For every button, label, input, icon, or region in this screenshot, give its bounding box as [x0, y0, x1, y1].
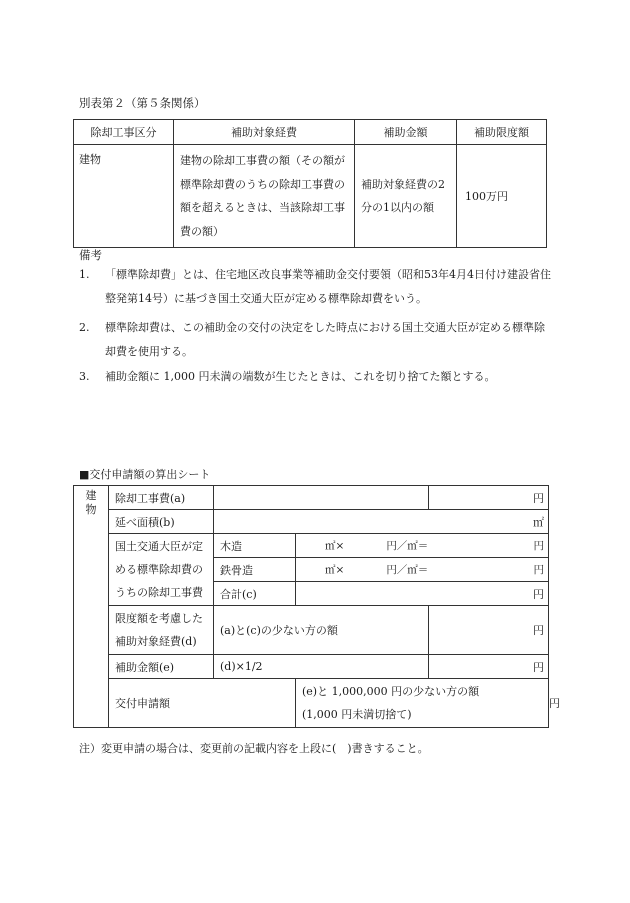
note-item [79, 316, 555, 364]
standard-cost-label: 国土交通大臣が定める標準除却費のうちの除却工事費 [109, 534, 214, 606]
subsidy-label: 補助金額(e) [109, 655, 214, 679]
total-input[interactable]: 円 [296, 582, 549, 606]
limited-cost-input[interactable]: 円 [429, 606, 549, 655]
building-label: 建物 [74, 486, 109, 728]
yen-unit: 円 [429, 486, 549, 510]
note-text: 「標準除却費」とは、住宅地区改良事業等補助金交付要領（昭和53年4月4日付け建設省住整発第14号）に基づき国土交通大臣が定める標準除却費をいう。 [105, 268, 551, 305]
total-label: 合計(c) [214, 582, 296, 606]
note-number: 1. [79, 268, 90, 281]
note-number: 3. [79, 370, 90, 383]
note-item [79, 365, 555, 389]
steel-label: 鉄骨造 [214, 558, 296, 582]
subsidy-input[interactable]: 円 [429, 655, 549, 679]
footnote: 注）変更申請の場合は、変更前の記載内容を上段に( )書きすること。 [79, 742, 429, 755]
application-label: 交付申請額 [109, 679, 296, 728]
limited-cost-label: 限度額を考慮した補助対象経費(d) [109, 606, 214, 655]
note-text: 補助金額に 1,000 円未満の端数が生じたときは、これを切り捨てた額とする。 [105, 370, 496, 383]
cell-subsidy-amount: 補助対象経費の2分の1以内の額 [355, 145, 457, 248]
half-formula: (d)×1/2 [214, 655, 429, 679]
header-eligible-cost: 補助対象経費 [174, 120, 355, 145]
steel-calc[interactable]: ㎡× 円／㎡＝ 円 [296, 558, 549, 582]
subsidy-table [73, 119, 547, 248]
header-subsidy-limit: 補助限度額 [457, 120, 547, 145]
cell-eligible-cost: 建物の除却工事費の額（その額が標準除却費のうちの除却工事費の額を超えるときは、当該除却工事費の額） [174, 145, 355, 248]
note-text: 標準除却費は、この補助金の交付の決定をした時点における国土交通大臣が定める標準除却費を使用する。 [105, 321, 545, 358]
cell-category: 建物 [74, 145, 174, 248]
header-subsidy-amount: 補助金額 [355, 120, 457, 145]
sheet-title: ■交付申請額の算出シート [79, 468, 211, 481]
floor-area-label: 延べ面積(b) [109, 510, 214, 534]
wood-label: 木造 [214, 534, 296, 558]
wood-calc[interactable]: ㎡× 円／㎡＝ 円 [296, 534, 549, 558]
note-item [79, 263, 555, 311]
demolition-cost-label: 除却工事費(a) [109, 486, 214, 510]
remarks-title: 備考 [79, 248, 102, 262]
note-number: 2. [79, 321, 90, 334]
header-work-category: 除却工事区分 [74, 120, 174, 145]
appendix-title: 別表第２（第５条関係） [79, 96, 206, 110]
floor-area-input[interactable]: ㎡ [214, 510, 549, 534]
calculation-sheet: 建物 除却工事費(a) 円 延べ面積(b) ㎡ 国土交通大臣が定める標準除却費のうちの除却工事費 木造 ㎡× 円／㎡＝ 円 鉄骨造 ㎡× 円／㎡＝ 円 合計(c) 円 限度額を考慮した補助対象経費(d) (a)と(c)の少ない方の額 円 補助金額(e) (d)×1/2 円 交付申請額 (e)と 1,000,000 円の少ない方の額 (1,000 円未満切捨て) 円 [73, 485, 549, 728]
demolition-cost-input[interactable] [214, 486, 429, 510]
application-formula: (e)と 1,000,000 円の少ない方の額 (1,000 円未満切捨て) [296, 679, 549, 728]
lesser-of-ac-label: (a)と(c)の少ない方の額 [214, 606, 429, 655]
cell-subsidy-limit: 100万円 [457, 145, 547, 248]
